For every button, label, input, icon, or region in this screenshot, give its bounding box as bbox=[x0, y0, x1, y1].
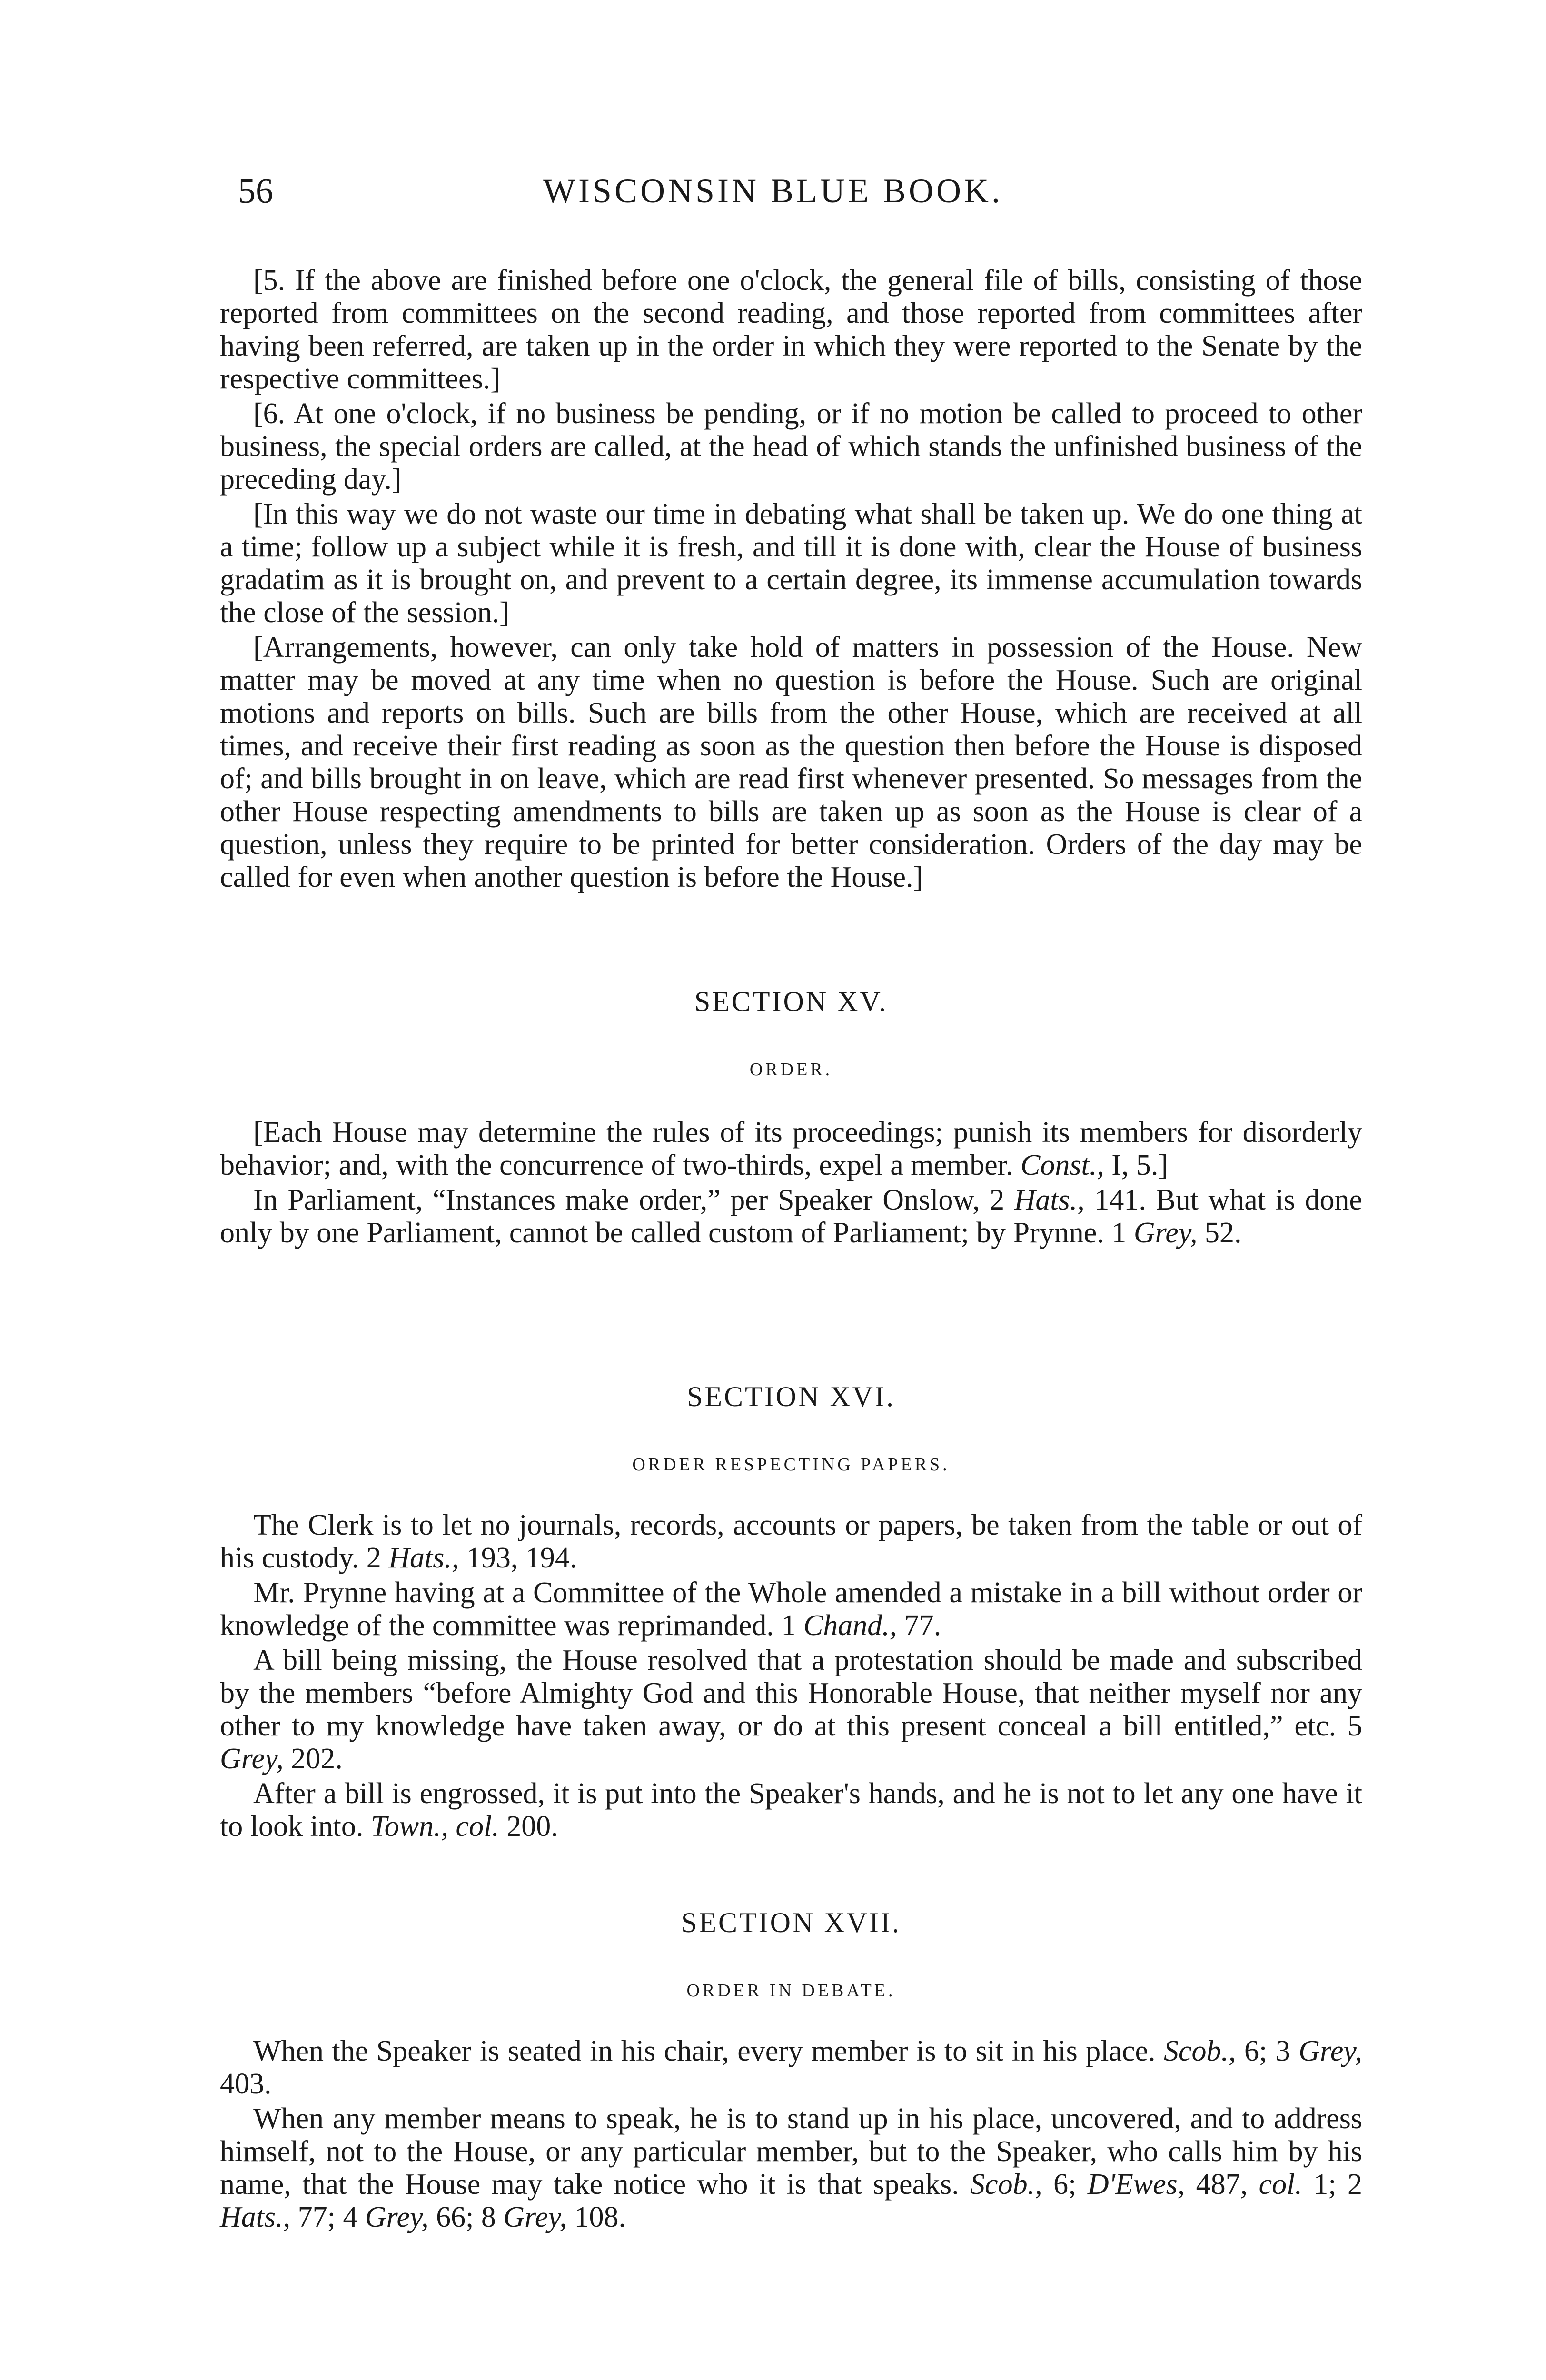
citation: Const., bbox=[1021, 1149, 1104, 1181]
paragraph-text: After a bill is engrossed, it is put into the Speaker's hands, and he is not to let any one have it to look into. bbox=[220, 1777, 1362, 1843]
paragraph-text: A bill being missing, the House resolved that a protestation should be made and subscribed by the members “before Almighty God and this Honorable House, that neither myself nor any other to my knowledge have taken away, or do at this present conceal a bill entitled,” etc. 5 bbox=[220, 1644, 1362, 1742]
intro-block bbox=[220, 264, 1362, 896]
citation: Hats., bbox=[388, 1542, 459, 1574]
paragraph bbox=[220, 1116, 1362, 1182]
citation: Town., col. bbox=[370, 1810, 499, 1843]
running-head bbox=[0, 171, 1546, 219]
citation: Grey, bbox=[1298, 2035, 1362, 2067]
book-title: WISCONSIN BLUE BOOK. bbox=[543, 172, 1003, 210]
section-subheading: ORDER. bbox=[749, 1060, 833, 1080]
paragraph bbox=[220, 1509, 1362, 1575]
section-16-body bbox=[220, 1509, 1362, 1845]
paragraph bbox=[220, 1644, 1362, 1775]
citation: Scob., bbox=[1164, 2035, 1236, 2067]
paragraph-text: 1; 2 bbox=[1302, 2168, 1363, 2201]
paragraph-text: In Parliament, “Instances make order,” per Speaker Onslow, 2 bbox=[253, 1184, 1014, 1216]
paragraph-text: Mr. Prynne having at a Committee of the Whole amended a mistake in a bill without order or knowledge of the committee was reprimanded. 1 bbox=[220, 1577, 1362, 1642]
citation: Grey, bbox=[365, 2201, 429, 2233]
section-heading: SECTION XV. bbox=[694, 986, 888, 1017]
citation: Chand., bbox=[803, 1609, 897, 1642]
paragraph-text: 66; 8 bbox=[428, 2201, 504, 2233]
paragraph-text: 141. But what is done only by one Parliament, cannot be called custom of Parliament; by Prynne. 1 bbox=[220, 1184, 1362, 1249]
page-number: 56 bbox=[238, 172, 273, 211]
paragraph bbox=[220, 2035, 1362, 2101]
paragraph-text: 6; bbox=[1042, 2168, 1088, 2201]
section-15-body bbox=[220, 1116, 1362, 1251]
paragraph-text: 77; 4 bbox=[290, 2201, 365, 2233]
paragraph: [Arrangements, however, can only take hold of matters in possession of the House. New matter may be moved at any time when no question is before the House. Such are original motions and reports on bills. Such are bills from the other House, which are received at all times, and receive their first reading as soon as the question then before the House is disposed of; and bills brought in on leave, which are read first whenever presented. So messages from the other House respecting amendments to bills are taken up as soon as the House is clear of a question, unless they require to be printed for better consideration. Orders of the day may be called for even when another question is before the House.] bbox=[220, 631, 1362, 893]
citation: Grey, bbox=[1133, 1217, 1198, 1249]
paragraph: [6. At one o'clock, if no business be pending, or if no motion be called to proceed to other business, the special orders are called, at the head of which stands the unfinished business of the preceding day.] bbox=[220, 397, 1362, 496]
section-subheading: ORDER RESPECTING PAPERS. bbox=[632, 1455, 950, 1475]
section-heading: SECTION XVI. bbox=[687, 1381, 895, 1412]
paragraph bbox=[220, 1777, 1362, 1843]
paragraph-text: 108. bbox=[567, 2201, 626, 2233]
citation: Hats., bbox=[1014, 1184, 1085, 1216]
citation: Grey, bbox=[220, 1743, 284, 1775]
citation: Scob., bbox=[970, 2168, 1042, 2201]
paragraph bbox=[220, 1577, 1362, 1642]
paragraph-text: 193, 194. bbox=[459, 1542, 577, 1574]
citation: D'Ewes, bbox=[1087, 2168, 1185, 2201]
paragraph bbox=[220, 2102, 1362, 2234]
paragraph-text: 52. bbox=[1197, 1217, 1242, 1249]
citation: Hats., bbox=[220, 2201, 291, 2233]
paragraph: [5. If the above are finished before one o'clock, the general file of bills, consisting of those reported from committees on the second reading, and those reported from committees after having been referred, are taken up in the order in which they were reported to the Senate by the respective committees.] bbox=[220, 264, 1362, 395]
section-subheading: ORDER IN DEBATE. bbox=[686, 1981, 896, 2001]
paragraph-text: The Clerk is to let no journals, records, accounts or papers, be taken from the table or out of his custody. 2 bbox=[220, 1509, 1362, 1574]
paragraph-text: I, 5.] bbox=[1104, 1149, 1169, 1181]
citation: col. bbox=[1259, 2168, 1302, 2201]
paragraph-text: 487, bbox=[1185, 2168, 1259, 2201]
paragraph-text: 202. bbox=[283, 1743, 343, 1775]
paragraph-text: When any member means to speak, he is to stand up in his place, uncovered, and to address himself, not to the House, or any particular member, but to the Speaker, who calls him by his name, that the House may take notice who it is that speaks. bbox=[220, 2102, 1362, 2201]
citation: Grey, bbox=[503, 2201, 567, 2233]
paragraph: [In this way we do not waste our time in debating what shall be taken up. We do one thing at a time; follow up a subject while it is fresh, and till it is done with, clear the House of business gradatim as it is brought on, and prevent to a certain degree, its immense accumulation towards the close of the session.] bbox=[220, 498, 1362, 629]
paragraph-text: 6; 3 bbox=[1236, 2035, 1299, 2067]
paragraph-text: 403. bbox=[220, 2068, 272, 2100]
paragraph-text: 200. bbox=[499, 1810, 558, 1843]
paragraph-text: 77. bbox=[897, 1609, 941, 1642]
paragraph-text: When the Speaker is seated in his chair, every member is to sit in his place. bbox=[253, 2035, 1164, 2067]
section-heading: SECTION XVII. bbox=[681, 1907, 901, 1938]
paragraph bbox=[220, 1184, 1362, 1250]
paragraph-text: [Each House may determine the rules of its proceedings; punish its members for disorderly behavior; and, with the concurrence of two-thirds, expel a member. bbox=[220, 1116, 1362, 1181]
section-17-body bbox=[220, 2035, 1362, 2236]
